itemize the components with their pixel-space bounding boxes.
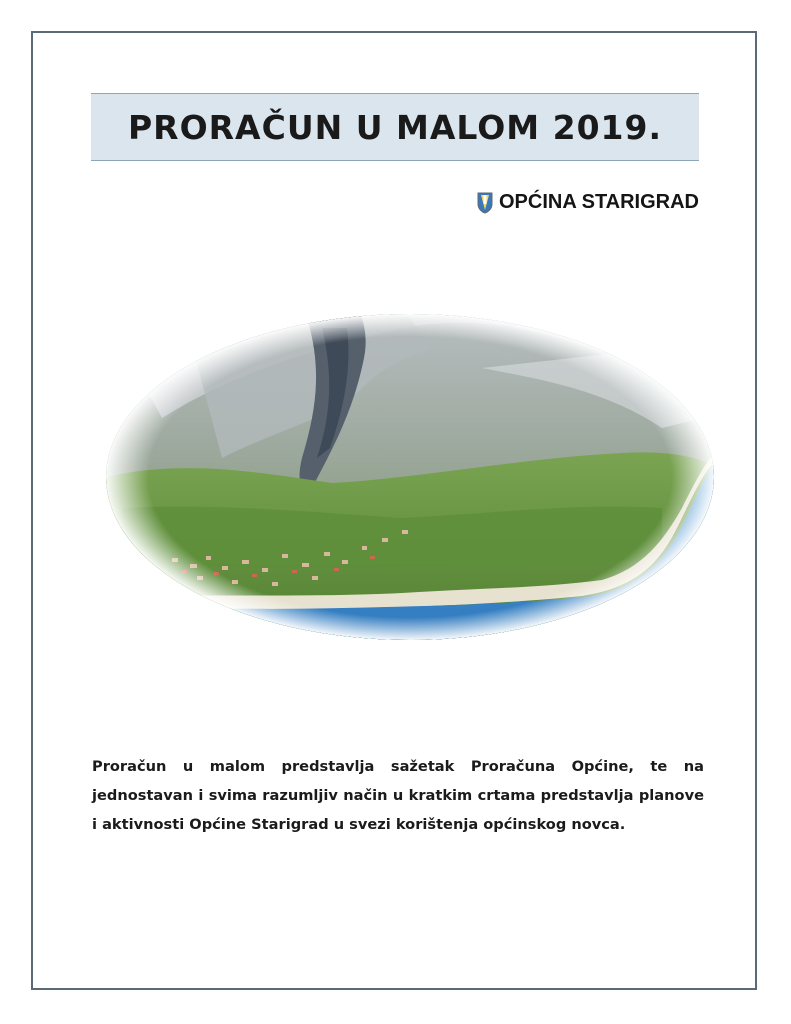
landscape-photo-icon bbox=[102, 308, 718, 646]
title-banner bbox=[91, 93, 699, 161]
intro-paragraph: Proračun u malom predstavlja sažetak Proračuna Općine, te na jednostavan i svima razumljiv način u kratkim crtama predstavlja planove i aktivnosti Općine Starigrad u svezi korištenja općinskog novca. bbox=[92, 758, 704, 833]
page-title: PRORAČUN U MALOM 2019. bbox=[128, 107, 662, 147]
coat-of-arms-icon bbox=[477, 192, 493, 214]
cover-photo bbox=[102, 308, 718, 646]
municipality-name: OPĆINA STARIGRAD bbox=[499, 191, 699, 213]
municipality-header bbox=[477, 191, 699, 214]
